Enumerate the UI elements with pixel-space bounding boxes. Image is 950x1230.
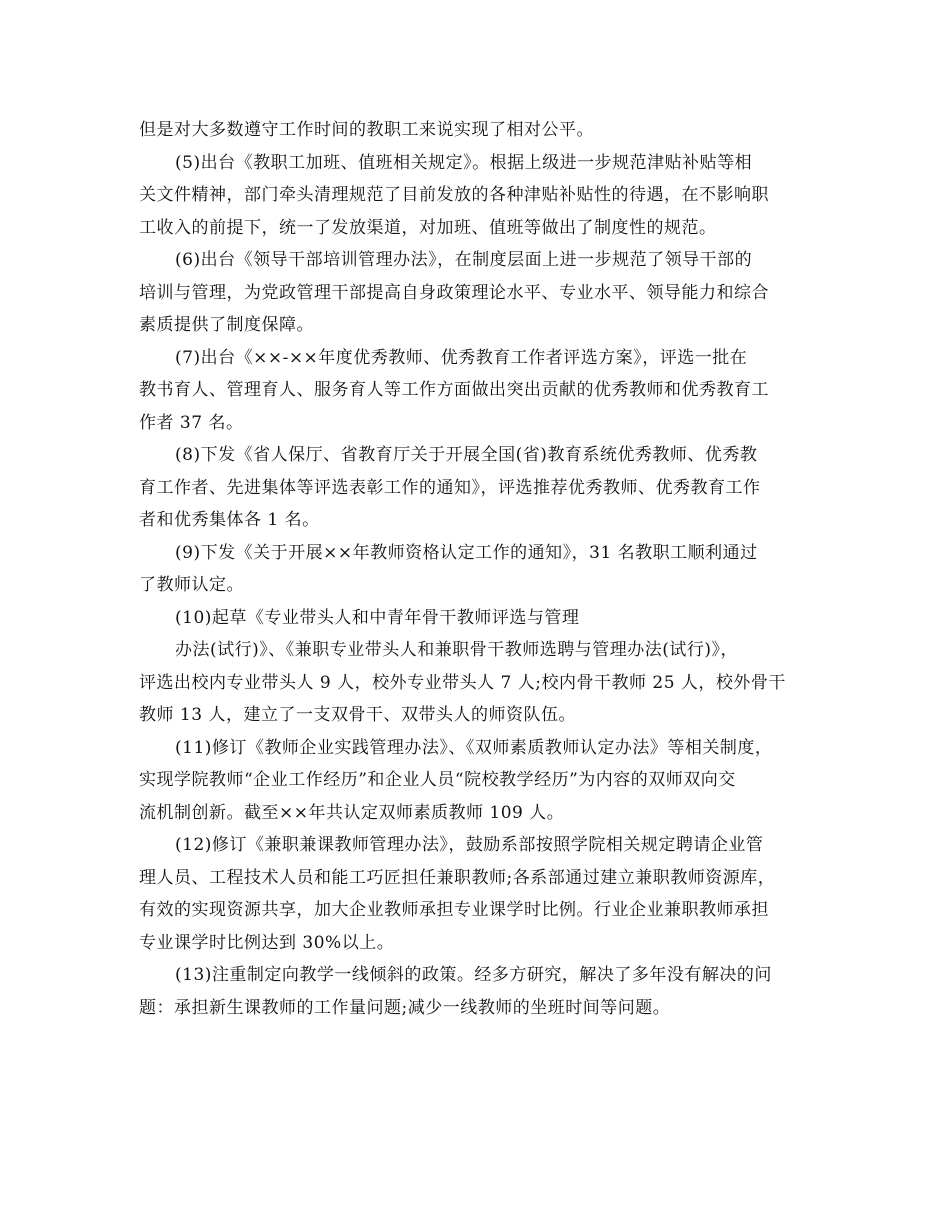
text-line: 办法(试行)》、《兼职专业带头人和兼职骨干教师选聘与管理办法(试行)》， bbox=[175, 640, 739, 660]
text-line: 教师 13 人，建立了一支双骨干、双带头人的师资队伍。 bbox=[139, 705, 576, 725]
paragraph bbox=[139, 602, 819, 635]
text-line: (10)起草《专业带头人和中青年骨干教师评选与管理 bbox=[175, 607, 580, 628]
text-line: 育工作者、先进集体等评选表彰工作的通知》，评选推荐优秀教师、优秀教育工作 bbox=[139, 477, 761, 498]
text-line: 评选出校内专业带头人 9 人，校外专业带头人 7 人;校内骨干教师 25 人，校外骨干 bbox=[139, 672, 786, 693]
text-line: 流机制创新。截至××年共认定双师素质教师 109 人。 bbox=[139, 802, 565, 823]
paragraph bbox=[139, 147, 819, 245]
text-line: 实现学院教师“企业工作经历”和企业人员“院校教学经历”为内容的双师双向交 bbox=[139, 770, 736, 790]
text-line: 有效的实现资源共享，加大企业教师承担专业课学时比例。行业企业兼职教师承担 bbox=[139, 900, 769, 920]
paragraph bbox=[139, 829, 819, 959]
text-line: 者和优秀集体各 1 名。 bbox=[139, 510, 320, 530]
paragraph bbox=[139, 537, 819, 602]
paragraph bbox=[139, 439, 819, 537]
text-line: 教书育人、管理育人、服务育人等工作方面做出突出贡献的优秀教师和优秀教育工 bbox=[139, 380, 769, 400]
paragraph bbox=[139, 959, 819, 1024]
document-body bbox=[139, 114, 819, 1024]
paragraph bbox=[139, 732, 819, 830]
text-line: (8)下发《省人保厅、省教育厅关于开展全国(省)教育系统优秀教师、优秀教 bbox=[175, 445, 758, 465]
text-line: 培训与管理，为党政管理干部提高自身政策理论水平、专业水平、领导能力和综合 bbox=[139, 282, 769, 303]
text-line: 了教师认定。 bbox=[139, 575, 244, 595]
paragraph bbox=[139, 244, 819, 342]
text-line: (11)修订《教师企业实践管理办法》、《双师素质教师认定办法》等相关制度， bbox=[175, 737, 773, 758]
text-line: (13)注重制定向教学一线倾斜的政策。经多方研究，解决了多年没有解决的问 bbox=[175, 965, 772, 985]
paragraph bbox=[139, 634, 819, 732]
text-line: 关文件精神，部门牵头清理规范了目前发放的各种津贴补贴性的待遇，在不影响职 bbox=[139, 185, 769, 205]
text-line: (12)修订《兼职兼课教师管理办法》，鼓励系部按照学院相关规定聘请企业管 bbox=[175, 835, 764, 855]
text-line: (9)下发《关于开展××年教师资格认定工作的通知》，31 名教职工顺利通过 bbox=[175, 542, 758, 563]
paragraph bbox=[139, 342, 819, 440]
text-line: 作者 37 名。 bbox=[139, 412, 244, 433]
text-line: 但是对大多数遵守工作时间的教职工来说实现了相对公平。 bbox=[139, 120, 594, 140]
text-line: (5)出台《教职工加班、值班相关规定》。根据上级进一步规范津贴补贴等相 bbox=[175, 152, 753, 173]
text-line: (6)出台《领导干部培训管理办法》，在制度层面上进一步规范了领导干部的 bbox=[175, 250, 753, 270]
text-line: 工收入的前提下，统一了发放渠道，对加班、值班等做出了制度性的规范。 bbox=[139, 217, 717, 238]
text-line: 素质提供了制度保障。 bbox=[139, 315, 314, 335]
paragraph bbox=[139, 114, 819, 147]
text-line: 专业课学时比例达到 30%以上。 bbox=[139, 932, 395, 953]
text-line: 理人员、工程技术人员和能工巧匠担任兼职教师;各系部通过建立兼职教师资源库， bbox=[139, 867, 776, 888]
text-line: (7)出台《××-××年度优秀教师、优秀教育工作者评选方案》，评选一批在 bbox=[175, 347, 748, 368]
text-line: 题：承担新生课教师的工作量问题;减少一线教师的坐班时间等问题。 bbox=[139, 997, 671, 1018]
